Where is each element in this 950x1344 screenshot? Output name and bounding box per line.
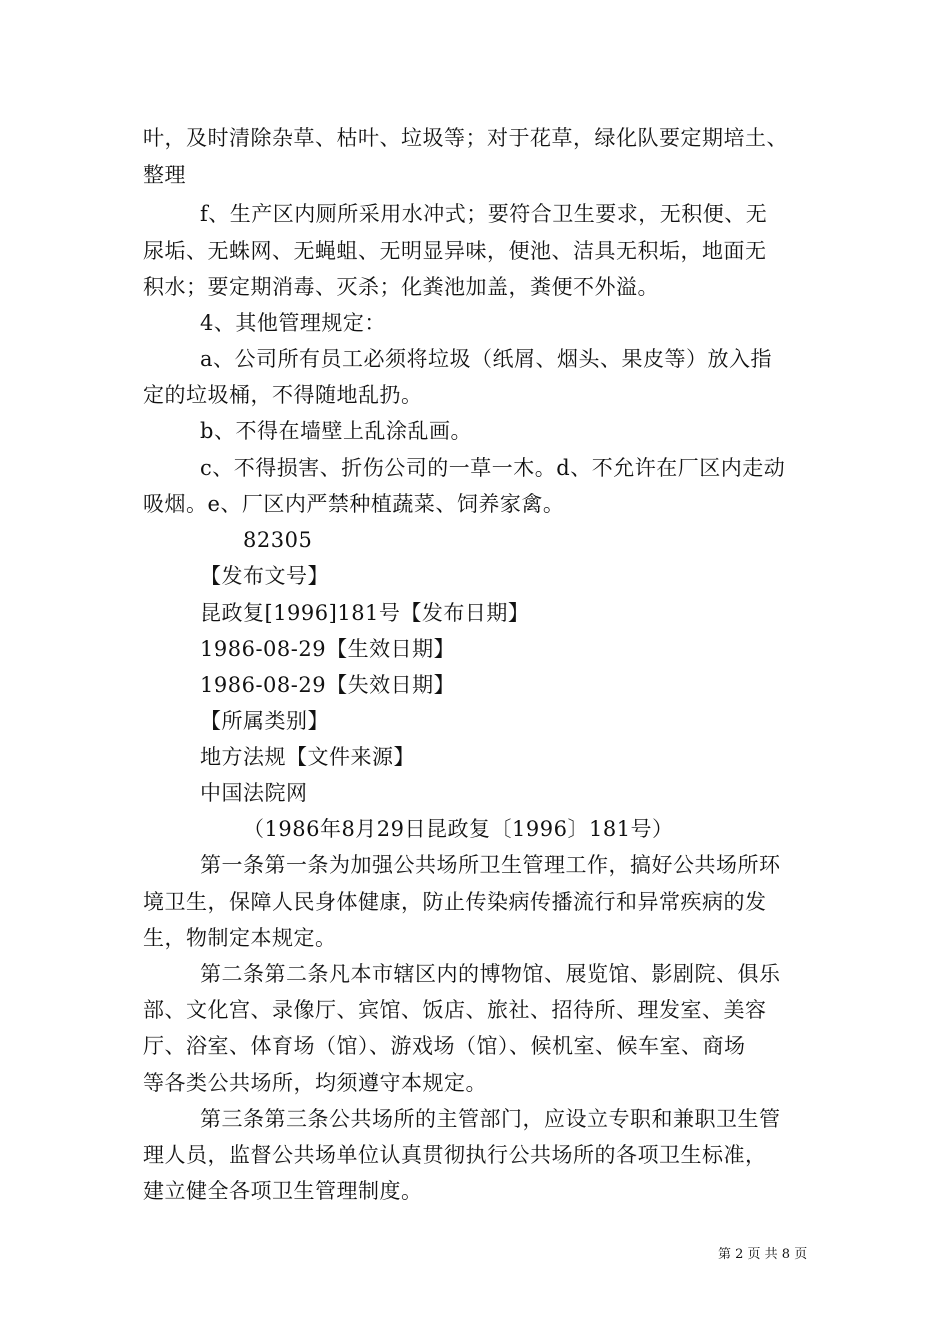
text-line: c、不得损害、折伤公司的一草一木。d、不允许在厂区内走动 [200,456,786,480]
text-line: 厅、浴室、体育场（馆）、游戏场（馆）、候机室、候车室、商场 [143,1034,746,1058]
text-line: 生，物制定本规定。 [143,926,337,950]
text-line: 第一条第一条为加强公共场所卫生管理工作，搞好公共场所环 [200,853,781,877]
text-line: 【所属类别】 [200,709,329,733]
text-line: a、公司所有员工必须将垃圾（纸屑、烟头、果皮等）放入指 [200,347,773,371]
text-line: 昆政复[1996]181号【发布日期】 [200,601,530,625]
text-line: （1986年8月29日昆政复〔1996〕181号） [243,817,674,841]
text-line: 尿垢、无蛛网、无蝇蛆、无明显异味，便池、洁具无积垢，地面无 [143,239,767,263]
text-line: 82305 [243,528,313,552]
text-line: 叶，及时清除杂草、枯叶、垃圾等；对于花草，绿化队要定期培土、 [143,126,788,150]
text-line: 定的垃圾桶，不得随地乱扔。 [143,383,423,407]
text-line: 境卫生，保障人民身体健康，防止传染病传播流行和异常疾病的发 [143,890,767,914]
text-line: 第二条第二条凡本市辖区内的博物馆、展览馆、影剧院、俱乐 [200,962,781,986]
text-line: 部、文化宫、录像厅、宾馆、饭店、旅社、招待所、理发室、美容 [143,998,767,1022]
text-line: 第三条第三条公共场所的主管部门，应设立专职和兼职卫生管 [200,1107,781,1131]
text-line: 建立健全各项卫生管理制度。 [143,1179,423,1203]
text-line: 理人员，监督公共场单位认真贯彻执行公共场所的各项卫生标准， [143,1143,767,1167]
text-line: 1986-08-29【生效日期】 [200,637,456,661]
text-line: f、生产区内厕所采用水冲式；要符合卫生要求，无积便、无 [200,202,768,226]
text-line: 地方法规【文件来源】 [200,745,415,769]
text-line: 4、其他管理规定： [200,311,386,335]
page-number-footer: 第 2 页 共 8 页 [718,1247,808,1262]
text-line: 吸烟。e、厂区内严禁种植蔬菜、饲养家禽。 [143,492,565,516]
text-line: b、不得在墙壁上乱涂乱画。 [200,419,472,443]
text-line: 整理 [143,163,186,187]
text-line: 积水；要定期消毒、灭杀；化粪池加盖，粪便不外溢。 [143,275,659,299]
text-line: 1986-08-29【失效日期】 [200,673,456,697]
text-line: 【发布文号】 [200,564,329,588]
text-line: 中国法院网 [200,781,308,805]
text-line: 等各类公共场所，均须遵守本规定。 [143,1071,487,1095]
